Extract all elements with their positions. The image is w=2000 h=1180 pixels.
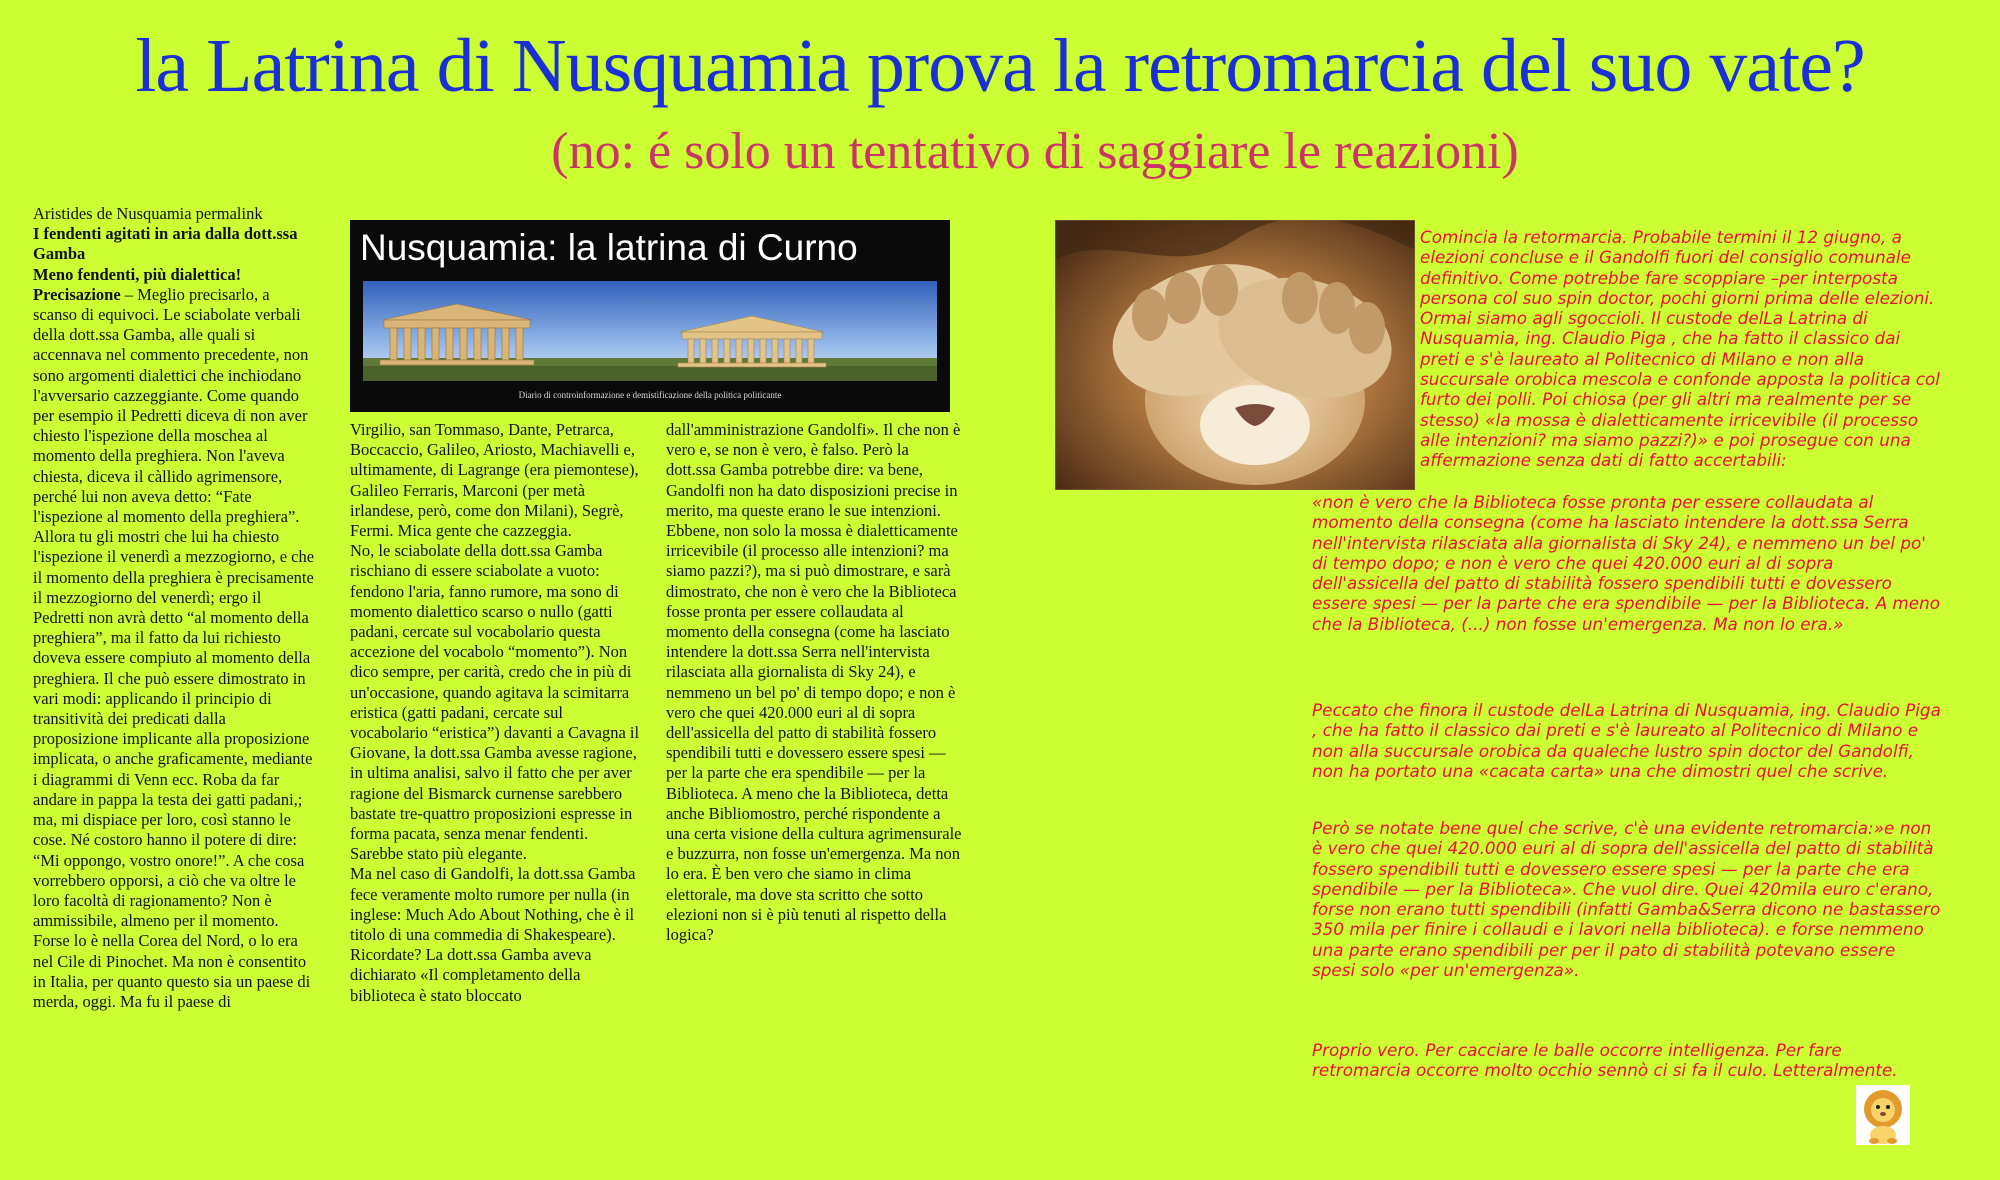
post-subheading: Meno fendenti, più dialettica! [33,264,242,284]
post-heading: I fendenti agitati in aria dalla dott.ssa Gamba [33,224,298,264]
col1-text: – Meglio precisarlo, a scanso di equivoci. Le sciabolate verbali della dott.ssa Gamba, alle quali si accennava nel commento precedente, non sono argomenti dialettici che inchiodano l'avversario cazzeggiante. Come quando per esempio il Pedretti diceva di non aver chiesto l'ispezione della moschea al momento della preghiera. Non l'aveva chiesta, diceva il càllido agrimensore, perché lui non aveva detto: “Fate l'ispezione al momento della preghiera”. Allora tu gli mostri che lui ha chiesto l'ispezione il venerdì a mezzogiorno, e che il momento della preghiera è precisamente il mezzogiorno del venerdì; ergo il Pedretti non avrà detto “al momento della preghiera”, ma il fatto da lui richiesto doveva essere compiuto al momento della preghiera. Il che può essere dimostrato in vari modi: applicando il principio di transitività dei predicati dalla proposizione implicante alla proposizione implicata, o anche graficamente, mediante i diagrammi di Venn ecc. Roba da far andare in pappa la testa dei gatti padani,; ma, mi dispiace per loro, così stanno le cose. Né costoro hanno il potere di dire: “Mi oppongo, vostro onore!”. A che cosa vorrebbero opporsi, a ciò che va oltre le loro facoltà di ragionamento? Non è ammissibile, almeno per il momento. Forse lo è nella Corea del Nord, o lo era nel Cile di Pinochet. Ma non è consentito in Italia, per quanto questo sia un paese di merda, oggi. Ma fu il paese di [33,284,315,1011]
col2-para-1: Virgilio, san Tommaso, Dante, Petrarca, Boccaccio, Galileo, Ariosto, Machiavelli e, ultimamente, di Lagrange (era piemontese), Galileo Ferraris, Marconi (per metà irlandese, però, come don Milani), Segrè, Fermi. Mica gente che cazzeggia. [350,420,639,541]
page-subtitle: (no: é solo un tentativo di saggiare le reazioni) [551,123,1519,180]
temple-photo [362,280,938,382]
blog-banner [350,220,950,412]
col2-para-2: No, le sciabolate della dott.ssa Gamba rischiano di essere sciabolate a vuoto: fendono l'aria, fanno rumore, ma sono di momento dialettico scarso o nullo (gatti padani, cercate sul vocabolario questa accezione del vocabolo “momento”). Non dico sempre, per carità, credo che in più di un'occasione, quando agitava la scimitarra eristica (gatti padani, cercate sul vocabolario “eristica”) davanti a Cavagna il Giovane, la dott.ssa Gamba avesse ragione, in ultima analisi, salvo il fatto che per aver ragione del Bismarck curnense sarebbero bastate tre-quattro proposizioni espresse in forma pacata, senza menar fendenti. Sarebbe stato più elegante. [350,541,640,864]
commentary-quote: «non è vero che la Biblioteca fosse pronta per essere collaudata al momento della consegna (come ha lasciato intendere la dott.ssa Serra nell'intervista rilasciata alla giornalista di Sky 24), e nemmeno un bel po' di tempo dopo; e non è vero che quei 420.000 euri al di sopra dell'assicella del patto di stabilità fossero spendibili tutti e dovessero essere spesi — per la parte che era spendibile — per la Biblioteca. A meno che la Biblioteca, (...) non fosse un'emergenza. Ma non lo era.» [1312,492,1940,634]
lead-label: Precisazione [33,284,121,304]
commentary-para-3: Però se notate bene quel che scrive, c'è una evidente retromarcia:»e non è vero che quei 420.000 euri al di sopra dell'assicella del patto di stabilità fossero spendibili tutti e dovessero essere spesi — per la parte che era spendibile — per la Biblioteca». Che vuol dire. Quei 420mila euro c'erano, forse non erano tutti spendibili (infatti Gamba&Serra dicono ne bastassero 350 mila per finire i collaudi e i lavori nella biblioteca). e forse nemmeno una parte erano spendibili per per il pato di stabilità potevano essere spesi solo «per un'emergenza». [1312,818,1941,981]
blog-column-3 [666,420,962,945]
banner-title: Nusquamia: la latrina di Curno [360,227,858,268]
lion-mascot-icon [1856,1085,1910,1145]
blog-column-1 [33,204,315,1012]
col3-para: dall'amministrazione Gandolfi». Il che non è vero e, se non è vero, è falso. Però la dott.ssa Gamba potrebbe dire: va bene, Gandolfi non ha dato disposizioni precise in merito, ma queste erano le sue intenzioni. Ebbene, non solo la mossa è dialetticamente irricevibile (il processo alle intenzioni? ma siamo pazzi?), ma si può dimostrare, e sarà dimostrato, che non è vero che la Biblioteca fosse pronta per essere collaudata al momento della consegna (come ha lasciato intendere la dott.ssa Serra nell'intervista rilasciata alla giornalista di Sky 24), e nemmeno un bel po' di tempo dopo; e non è vero che quei 420.000 euri al di sopra dell'assicella del patto di stabilità fossero spendibili tutti e dovessero essere spesi — per la parte che era spendibile — per la Biblioteca. A meno che la Biblioteca, detta anche Bibliomostro, perché rispondente a una certa visione della cultura agrimensurale e buzzurra, non fosse un'emergenza. Ma non lo era. È ben vero che siamo in clima elettorale, ma dove sta scritto che sotto elezioni non si è più tenuti al rispetto della logica? [666,420,962,945]
post-body-1 [33,285,315,1012]
commentary-para-1: Comincia la retormarcia. Probabile termini il 12 giugno, a elezioni concluse e il Gandolfi fuori del consiglio comunale definitivo. Come potrebbe fare scoppiare –per interposta persona col suo spin doctor, pochi giorni prima delle elezioni. Ormai siamo agli sgoccioli. Il custode delLa Latrina di Nusquamia, ing. Claudio Piga , che ha fatto il classico dai preti e s'è laureato al Politecnico di Milano e non alla succursale orobica mescola e confonde apposta la politica col furto dei polli. Poi chiosa (per gli altri ma realmente per se stesso) «la mossa è dialetticamente irricevibile (il processo alle intenzioni? ma siamo pazzi?)» e poi prosegue con una affermazione senza dati di fatto accertabili: [1420,227,1940,471]
page-title: la Latrina di Nusquamia prova la retromarcia del suo vate? [135,24,1865,108]
commentary-para-2: Peccato che finora il custode delLa Latrina di Nusquamia, ing. Claudio Piga , che ha fatto il classico dai preti e s'è laureato al Politecnico di Milano e non alla succursale orobica da qualeche lustro spin doctor del Gandolfi, non ha portato una «cacata carta» una che dimostri quel che scrive. [1312,700,1941,781]
banner-tagline: Diario di controinformazione e demistificazione della politica politicante [518,390,782,400]
col2-para-3: Ma nel caso di Gandolfi, la dott.ssa Gamba fece veramente molto rumore per nulla (in inglese: Much Ado About Nothing, che è il titolo di una commedia di Shakespeare). Ricordate? La dott.ssa Gamba aveva dichiarato «Il completamento della biblioteca è stato bloccato [350,864,636,1005]
source-line: Aristides de Nusquamia permalink [33,204,263,223]
blog-column-2 [350,420,642,1006]
lion-facepalm-photo [1055,220,1415,490]
commentary-para-4: Proprio vero. Per cacciare le balle occorre intelligenza. Per fare retromarcia occorre molto occhio sennò ci si fa il culo. Letteralmente. [1312,1040,1898,1081]
